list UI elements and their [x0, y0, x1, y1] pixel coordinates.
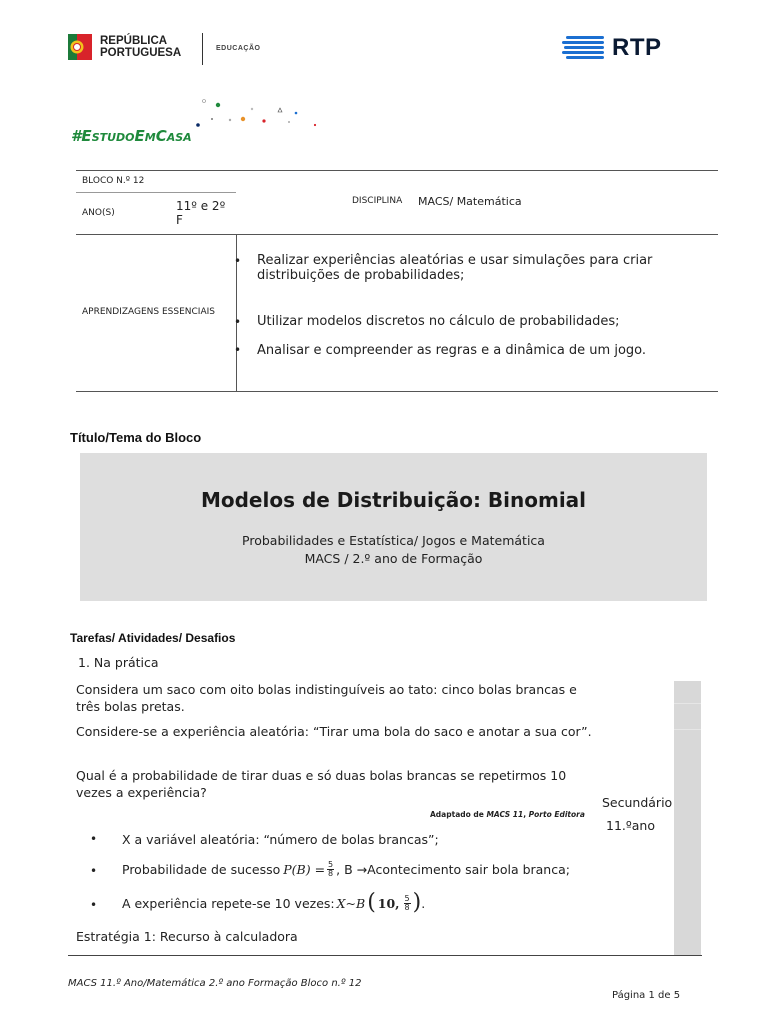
fraction: $\frac{5}{8}$ [328, 860, 334, 878]
tarefas-section-title: Tarefas/ Atividades/ Desafios [70, 631, 236, 645]
bloco-label: BLOCO N.º 12 [82, 176, 145, 186]
portugal-shield-icon [68, 30, 92, 64]
side-label-year: 11.ºano [606, 818, 655, 833]
bullet-marker: • [90, 864, 98, 878]
table-mid-border [76, 234, 718, 235]
side-column-separator [674, 703, 701, 704]
side-column-separator [674, 729, 701, 730]
disciplina-value: MACS/ Matemática [418, 195, 522, 208]
task-bullet-2: Probabilidade de sucesso P(B) = $\frac{5}{8}$ , B →Acontecimento sair bola branca; [122, 860, 570, 878]
header-divider [202, 33, 203, 65]
disciplina-label: DISCIPLINA [352, 196, 403, 206]
table-top-border [76, 170, 718, 171]
anos-label: ANO(S) [82, 208, 115, 218]
footer-divider [68, 955, 702, 956]
republica-portuguesa-logo [68, 30, 181, 64]
decorative-dots [190, 94, 330, 134]
tema-subtitle-2: MACS / 2.º ano de Formação [304, 551, 483, 566]
rtp-wordmark: RTP [612, 34, 662, 61]
aprendizagem-1: Realizar experiências aleatórias e usar simulações para criar distribuições de probabilidades; [257, 253, 653, 283]
task-bullet-3: A experiência repete-se 10 vezes: X~B ( 10, $\frac{5}{8}$ ) . [122, 890, 426, 915]
table-inner-line [76, 192, 236, 193]
tema-banner [80, 453, 707, 601]
aprendizagem-2: Utilizar modelos discretos no cálculo de probabilidades; [257, 314, 620, 329]
gov-name-line2: PORTUGUESA [100, 47, 182, 59]
rtp-stripes-icon [562, 35, 606, 61]
aprendizagens-label: APRENDIZAGENS ESSENCIAIS [82, 307, 215, 317]
task-paragraph-2: Considere-se a experiência aleatória: “Tirar uma bola do saco e anotar a sua cor”. [76, 724, 592, 739]
task-paragraph-3: Qual é a probabilidade de tirar duas e só duas bolas brancas se repetirmos 10 vezes a experiência? [76, 768, 567, 800]
fraction: $\frac{5}{8}$ [404, 893, 410, 912]
task-heading: 1. Na prática [78, 655, 159, 670]
tema-section-title: Título/Tema do Bloco [70, 430, 202, 445]
side-label-level: Secundário [602, 795, 673, 810]
side-column [674, 681, 701, 955]
gov-name-line1: REPÚBLICA [100, 35, 168, 47]
task-paragraph-1: Considera um saco com oito bolas indistinguíveis ao tato: cinco bolas brancas e três bolas pretas. [76, 682, 577, 714]
tema-subtitle-1: Probabilidades e Estatística/ Jogos e Matemática [242, 533, 545, 548]
rtp-logo [562, 34, 662, 62]
bullet-marker: • [234, 315, 242, 329]
bullet-marker: • [90, 898, 98, 912]
tema-title: Modelos de Distribuição: Binomial [200, 488, 587, 512]
page-number: Página 1 de 5 [612, 990, 681, 1001]
footer-document-info: MACS 11.º Ano/Matemática 2.º ano Formação Bloco n.º 12 [68, 978, 362, 989]
bullet-marker: • [234, 343, 242, 357]
bullet-marker: • [90, 832, 98, 846]
task-bullet-1: X a variável aleatória: “número de bolas brancas”; [122, 832, 439, 847]
aprendizagem-3: Analisar e compreender as regras e a dinâmica de um jogo. [257, 343, 647, 358]
strategy-text: Estratégia 1: Recurso à calculadora [76, 929, 298, 944]
estudo-em-casa-hashtag: #ESTUDOEMCASA [71, 127, 192, 145]
source-citation: Adaptado de MACS 11, Porto Editora [430, 810, 585, 819]
table-bottom-border [76, 391, 718, 392]
bullet-marker: • [234, 254, 242, 268]
anos-value: 11º e 2º F [176, 199, 226, 227]
gov-department: EDUCAÇÃO [216, 45, 261, 52]
